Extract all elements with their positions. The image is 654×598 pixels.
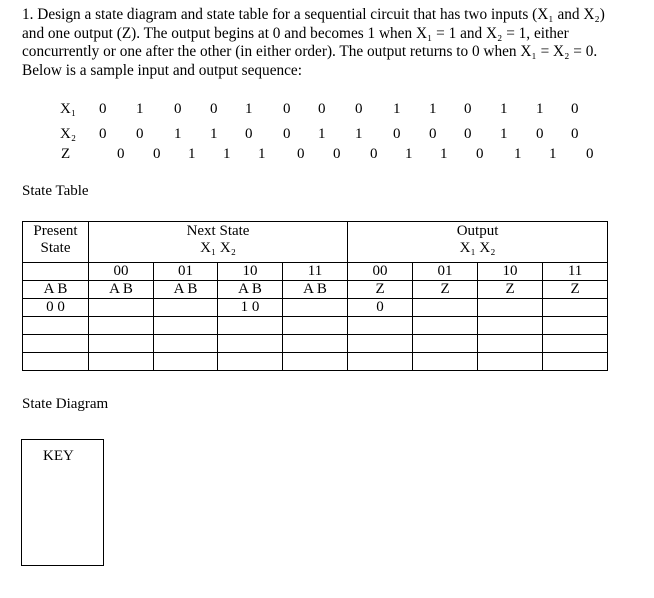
z-value: 0	[117, 146, 125, 162]
x2-value: 1	[318, 126, 326, 142]
x1-value: 1	[245, 101, 253, 117]
z-value: 1	[405, 146, 413, 162]
x2-value: 1	[210, 126, 218, 142]
table-row	[23, 353, 608, 371]
x2-value: 0	[464, 126, 472, 142]
x1-value: 0	[464, 101, 472, 117]
x2-value: 0	[245, 126, 253, 142]
next-input-11: 11	[283, 263, 348, 281]
x2-value: 0	[393, 126, 401, 142]
table-cell[interactable]	[154, 299, 218, 317]
table-cell[interactable]	[543, 299, 608, 317]
present-state-header: Present State	[23, 222, 89, 263]
x2-value: 0	[99, 126, 107, 142]
z-value: 1	[188, 146, 196, 162]
x1-value: 0	[355, 101, 363, 117]
table-cell[interactable]	[413, 299, 478, 317]
output-sublabel: Z	[543, 281, 608, 299]
problem-statement: 1. Design a state diagram and state table for a sequential circuit that has two inputs (X₁ and X₂) and one output (Z). The output begins at 0 and becomes 1 when X₁ = 1 and X₂ = 1, either concurrently or one after the other (in either order). The output returns to 0 when X₁ = X₂ = 0. Below is a sample input and output sequence:	[22, 6, 605, 79]
x1-value: 1	[429, 101, 437, 117]
z-value: 0	[333, 146, 341, 162]
x1-value: 0	[174, 101, 182, 117]
z-value: 1	[514, 146, 522, 162]
z-value: 1	[223, 146, 231, 162]
state-diagram-title: State Diagram	[22, 396, 109, 412]
x2-value: 0	[571, 126, 579, 142]
out-input-00: 00	[348, 263, 413, 281]
state-table-title: State Table	[22, 183, 89, 199]
table-cell[interactable]	[89, 299, 154, 317]
present-state-cell[interactable]: 0 0	[23, 299, 89, 317]
x2-value: 0	[136, 126, 144, 142]
out-input-01: 01	[413, 263, 478, 281]
next-state-cell[interactable]: 1 0	[218, 299, 283, 317]
z-value: 0	[586, 146, 594, 162]
x1-value: 1	[536, 101, 544, 117]
x1-value: 0	[99, 101, 107, 117]
state-table	[22, 221, 608, 371]
next-input-10: 10	[218, 263, 283, 281]
x2-value: 0	[536, 126, 544, 142]
z-value: 1	[258, 146, 266, 162]
table-row	[23, 335, 608, 353]
sample-sequence	[0, 0, 654, 170]
z-value: 0	[153, 146, 161, 162]
next-state-sublabel: A B	[154, 281, 218, 299]
z-value: 1	[549, 146, 557, 162]
table-cell	[23, 263, 89, 281]
key-box	[21, 439, 104, 566]
next-state-sublabel: A B	[283, 281, 348, 299]
z-value: 0	[297, 146, 305, 162]
next-state-sublabel: A B	[218, 281, 283, 299]
x2-value: 1	[355, 126, 363, 142]
next-state-header: Next State X₁ X₂	[89, 222, 348, 263]
output-sublabel: Z	[413, 281, 478, 299]
key-label: KEY	[43, 448, 74, 464]
table-row	[23, 317, 608, 335]
output-cell[interactable]: 0	[348, 299, 413, 317]
output-header: Output X₁ X₂	[348, 222, 608, 263]
next-input-00: 00	[89, 263, 154, 281]
output-sublabel: Z	[348, 281, 413, 299]
z-label: Z	[61, 146, 71, 162]
x1-value: 0	[571, 101, 579, 117]
out-input-10: 10	[478, 263, 543, 281]
x2-value: 1	[174, 126, 182, 142]
x1-value: 0	[318, 101, 326, 117]
z-value: 1	[440, 146, 448, 162]
x1-value: 1	[393, 101, 401, 117]
x1-value: 1	[136, 101, 144, 117]
z-value: 0	[476, 146, 484, 162]
present-state-sublabel: A B	[23, 281, 89, 299]
next-input-01: 01	[154, 263, 218, 281]
x1-value: 0	[210, 101, 218, 117]
x2-value: 1	[500, 126, 508, 142]
out-input-11: 11	[543, 263, 608, 281]
x1-value: 1	[500, 101, 508, 117]
x2-value: 0	[429, 126, 437, 142]
z-value: 0	[370, 146, 378, 162]
table-cell[interactable]	[478, 299, 543, 317]
next-state-sublabel: A B	[89, 281, 154, 299]
x2-value: 0	[283, 126, 291, 142]
x2-label: X₂	[60, 126, 77, 142]
output-sublabel: Z	[478, 281, 543, 299]
x1-label: X₁	[60, 101, 77, 117]
x1-value: 0	[283, 101, 291, 117]
table-cell[interactable]	[283, 299, 348, 317]
